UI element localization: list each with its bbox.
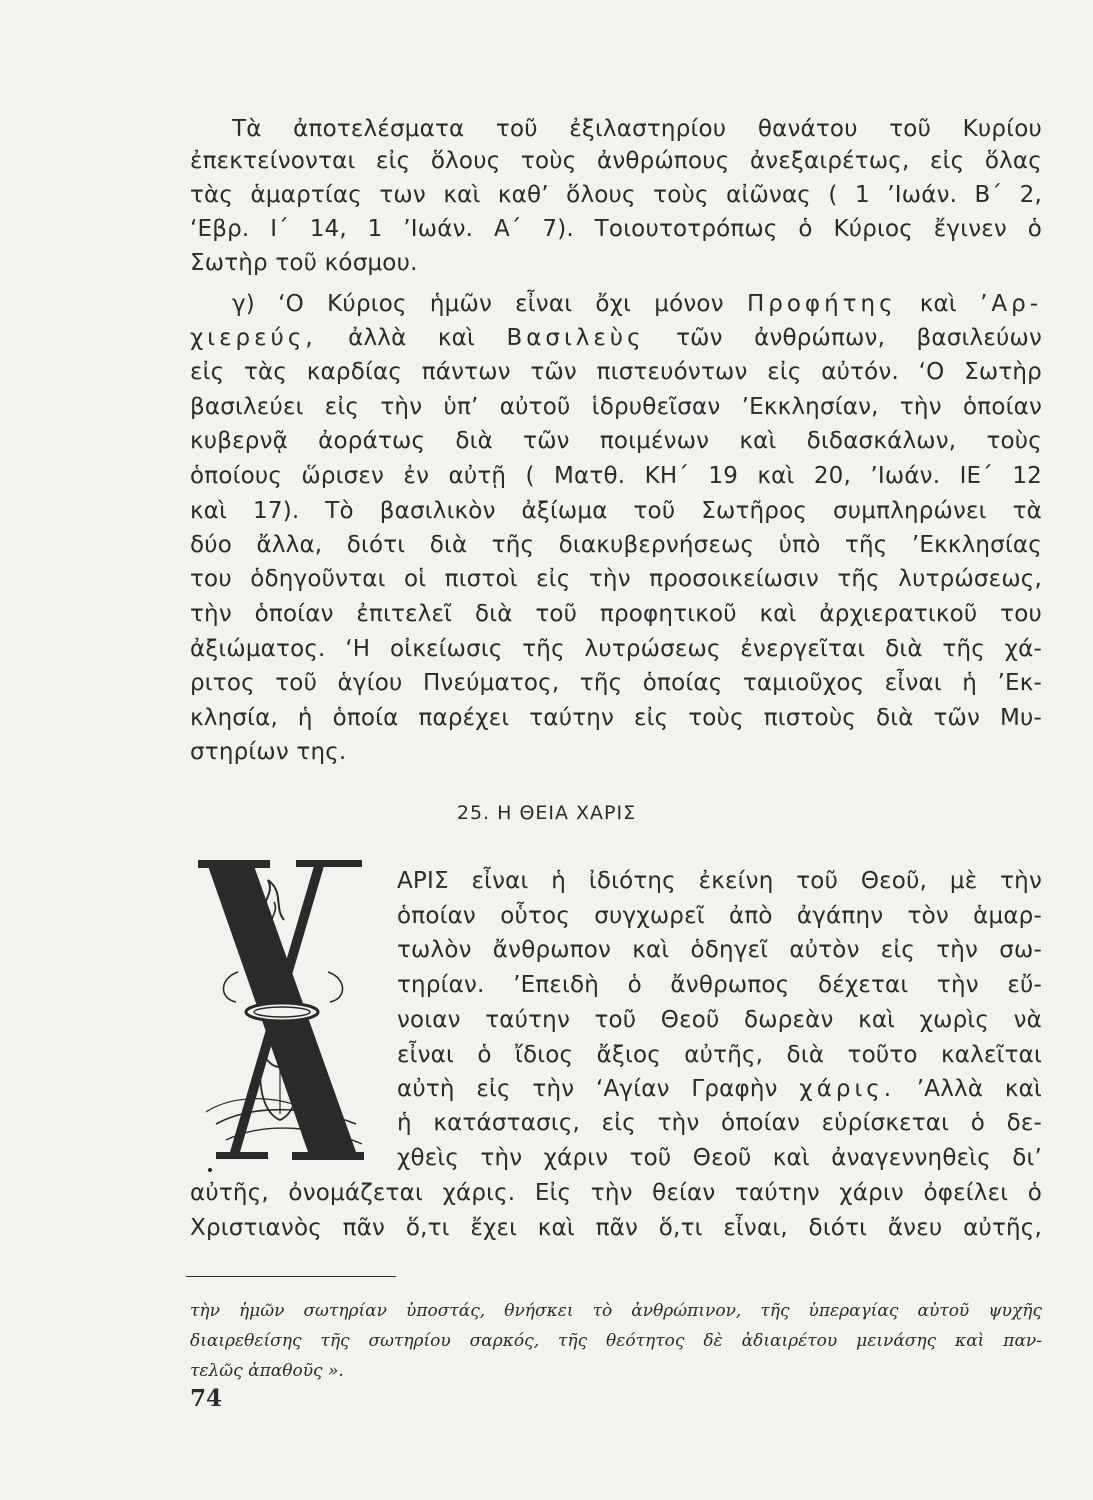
p2-line-1-spaced2: ’Αρ- [980,291,1043,317]
p3-line-7-pre: αὐτὴ εἰς τὴν ‘Αγίαν Γραφὴν [397,1076,778,1102]
p2-line-2-post: τῶν ἀνθρώπων, βασιλεύων [676,325,1042,351]
p1-line-1: Τὰ ἀποτελέσματα τοῦ ἐξιλαστηρίου θανάτου τοῦ Κυρίου [232,116,1042,142]
p2-line-7: καὶ 17). Τὸ βασιλικὸν ἀξίωμα τοῦ Σωτῆρος συμπληρώνει τὰ [190,498,1042,524]
p1-line-4: ‘Εβρ. Ι΄ 14, 1 ’Ιωάν. Α΄ 7). Τοιουτοτρόπως ὁ Κύριος ἔγινεν ὁ [190,216,1042,242]
p2-line-12: ριτος τοῦ ἁγίου Πνεύματος, τῆς ὁποίας ταμιοῦχος εἶναι ἡ ’Εκ- [190,670,1042,696]
p3-line-6: εἶναι ὁ ἴδιος ἄξιος αὐτῆς, διὰ τοῦτο καλεῖται [397,1042,1042,1068]
p2-line-9: του ὁδηγοῦνται οἱ πιστοὶ εἰς τὴν προσοικείωσιν τῆς λυτρώσεως, [190,566,1042,592]
p2-line-1-pre: γ) ‘Ο Κύριος ἡμῶν εἶναι ὄχι μόνον [232,291,724,317]
p2-line-4: βασιλεύει εἰς τὴν ὑπ’ αὐτοῦ ἱδρυθεῖσαν ’Εκκλησίαν, τὴν ὁποίαν [190,394,1042,420]
p3-line-9: χθεὶς τὴν χάριν τοῦ Θεοῦ καὶ ἀναγεννηθεὶς δι’ [397,1145,1042,1171]
p1-line-2: ἐπεκτείνονται εἰς ὅλους τοὺς ἀνθρώπους ἀνεξαιρέτως, εἰς ὅλας [190,148,1042,174]
p3-line-1: ΑΡΙΣ εἶναι ἡ ἰδιότης ἐκείνη τοῦ Θεοῦ, μὲ τὴν [397,868,1042,894]
p3-line-3: τωλὸν ἄνθρωπον καὶ ὁδηγεῖ αὐτὸν εἰς τὴν σω- [397,937,1042,963]
footnote-line-2: διαιρεθείσης τῆς σωτηρίου σαρκός, τῆς θεότητος δὲ ἀδιαιρέτου μεινάσης καὶ παν- [190,1331,1042,1351]
p3-line-11: Χριστιανὸς πᾶν ὅ,τι ἔχει καὶ πᾶν ὅ,τι εἶναι, διότι ἄνευ αὐτῆς, [190,1215,1042,1241]
p2-line-2-mid: ἀλλὰ καὶ [348,325,476,351]
ornamental-dropcap-x [196,852,368,1174]
p2-line-10: τὴν ὁποίαν ἐπιτελεῖ διὰ τοῦ προφητικοῦ καὶ ἀρχιερατικοῦ του [190,601,1042,627]
p1-line-5: Σωτὴρ τοῦ κόσμου. [190,250,418,276]
p2-line-1 [232,289,1042,319]
p3-line-2: ὁποίαν οὗτος συγχωρεῖ ἀπὸ ἀγάπην τὸν ἁμαρ- [397,903,1042,929]
p2-line-6: ὁποίους ὥρισεν ἐν αὐτῇ ( Ματθ. ΚΗ΄ 19 καὶ 20, ’Ιωάν. ΙΕ΄ 12 [190,463,1042,489]
footnote-rule [186,1276,396,1277]
p3-line-10: αὐτῆς, ὀνομάζεται χάρις. Εἰς τὴν θείαν ταύτην χάριν ὀφείλει ὁ [190,1180,1042,1206]
p3-line-5: νοιαν ταύτην τοῦ Θεοῦ δωρεὰν καὶ χωρὶς νὰ [397,1007,1042,1033]
p2-line-14: στηρίων της. [190,739,347,765]
p3-line-4: τηρίαν. ’Επειδὴ ὁ ἄνθρωπος δέχεται τὴν εὔ- [397,972,1042,998]
p3-line-7 [397,1074,1042,1104]
p1-line-3: τὰς ἁμαρτίας των καὶ καθ’ ὅλους τοὺς αἰῶνας ( 1 ’Ιωάν. Β΄ 2, [190,182,1042,208]
p2-line-2-spaced: χιερεύς, [190,325,317,351]
footnote-line-3: τελῶς ἀπαθοῦς ». [190,1361,344,1381]
p3-line-7-post: ’Αλλὰ καὶ [916,1076,1042,1102]
p2-line-8: δύο ἄλλα, διότι διὰ τῆς διακυβερνήσεως ὑπὸ τῆς ’Εκκλησίας [190,532,1042,558]
p2-line-11: ἀξιώματος. ‘Η οἰκείωσις τῆς λυτρώσεως ἐνεργεῖται διὰ τῆς χά- [190,636,1042,662]
p2-line-2-spaced2: Βασιλεὺς [506,325,645,351]
dropcap-letter: X [196,852,197,853]
p2-line-2 [190,323,1042,353]
page-number: 74 [190,1385,223,1412]
p3-line-7-spaced: χάρις. [799,1076,896,1102]
p2-line-3: εἰς τὰς καρδίας πάντων τῶν πιστευόντων εἰς αὐτόν. ‘Ο Σωτὴρ [190,359,1042,385]
p2-line-1-spaced: Προφήτης [746,291,897,317]
p2-line-5: κυβερνᾷ ἀοράτως διὰ τῶν ποιμένων καὶ διδασκάλων, τοὺς [190,428,1042,454]
p2-line-1-mid: καὶ [919,291,957,317]
p3-line-8: ἡ κατάστασις, εἰς τὴν ὁποίαν εὑρίσκεται ὁ δε- [397,1110,1042,1136]
footnote-line-1: τὴν ἡμῶν σωτηρίαν ὑποστάς, θνήσκει τὸ ἀνθρώπινον, τῆς ὑπεραγίας αὐτοῦ ψυχῆς [190,1301,1042,1321]
section-heading: 25. Η ΘΕΙΑ ΧΑΡΙΣ [456,802,637,824]
p2-line-13: κλησία, ἡ ὁποία παρέχει ταύτην εἰς τοὺς πιστοὺς διὰ τῶν Μυ- [190,705,1042,731]
